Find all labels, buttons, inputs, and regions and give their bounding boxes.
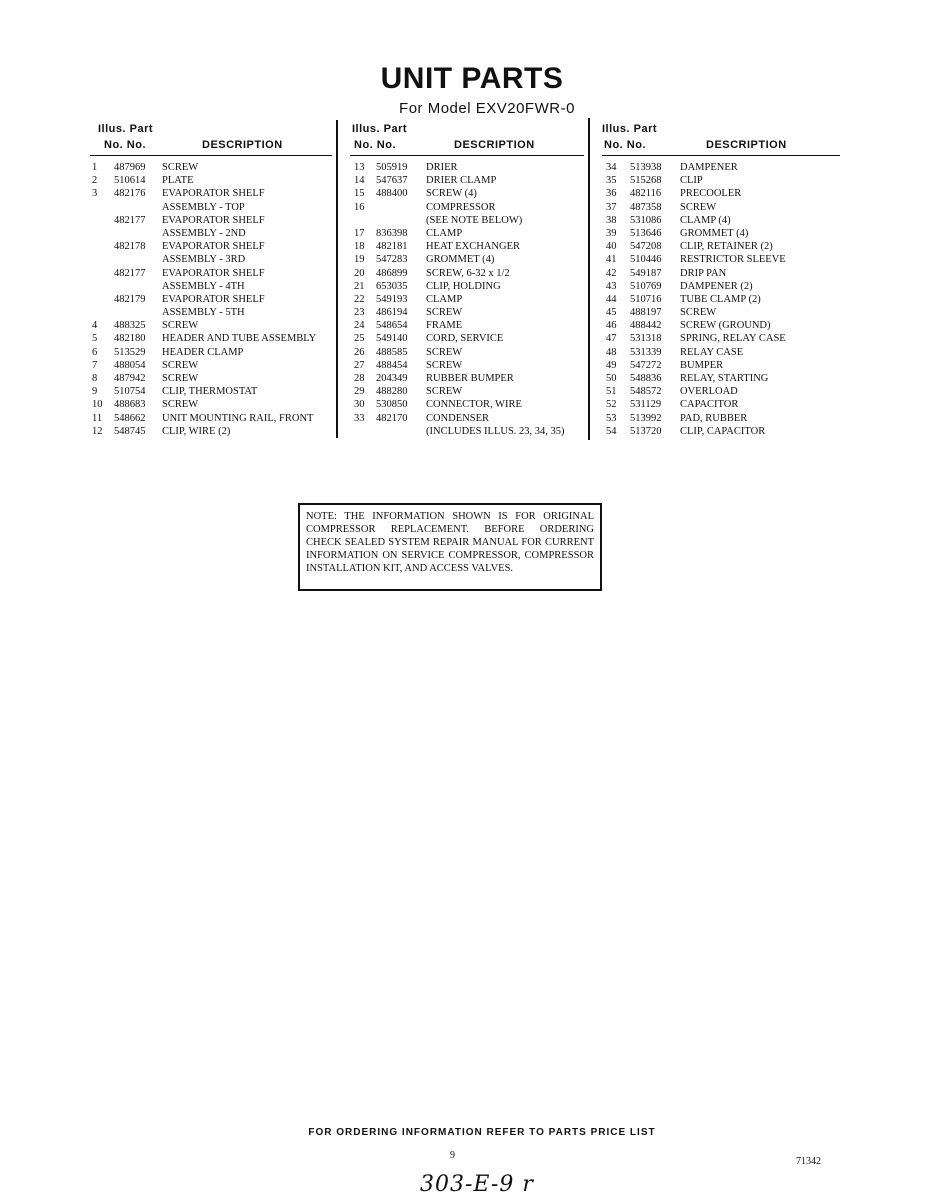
part-number: 482176 bbox=[114, 188, 146, 200]
illus-number: 8 bbox=[92, 373, 98, 384]
part-description: SCREW bbox=[426, 386, 463, 398]
part-description: DRIER bbox=[426, 162, 458, 173]
part-description: CLAMP (4) bbox=[680, 214, 731, 226]
column-divider-2 bbox=[588, 118, 590, 440]
part-description: SCREW, 6-32 x 1/2 bbox=[426, 267, 510, 279]
part-description: BUMPER bbox=[680, 359, 724, 371]
page-number: 9 bbox=[450, 1150, 455, 1161]
part-number: 531086 bbox=[630, 214, 662, 226]
illus-number: 33 bbox=[354, 412, 365, 424]
model-subtitle: For Model EXV20FWR-0 bbox=[399, 100, 575, 117]
part-number: 505919 bbox=[376, 162, 408, 173]
part-description: (INCLUDES ILLUS. 23, 34, 35) bbox=[426, 425, 565, 437]
part-number: 547272 bbox=[630, 359, 662, 371]
part-description: CAPACITOR bbox=[680, 399, 739, 411]
part-number: 548836 bbox=[630, 373, 662, 384]
part-description: RELAY CASE bbox=[680, 346, 744, 358]
part-description: CLIP, HOLDING bbox=[426, 280, 501, 292]
illus-number: 10 bbox=[92, 399, 103, 411]
part-description: SCREW bbox=[162, 162, 199, 173]
part-description: CONDENSER bbox=[426, 412, 490, 424]
part-number: 513646 bbox=[630, 227, 662, 239]
illus-number: 3 bbox=[92, 188, 98, 200]
part-number: 510446 bbox=[630, 254, 662, 266]
part-description: CLIP, THERMOSTAT bbox=[162, 386, 258, 398]
part-description: CLAMP bbox=[426, 293, 463, 305]
illus-number: 18 bbox=[354, 241, 365, 253]
document-code: 71342 bbox=[796, 1156, 821, 1167]
part-number: 513938 bbox=[630, 162, 662, 173]
part-description: DRIER CLAMP bbox=[426, 175, 497, 187]
illus-number: 39 bbox=[606, 227, 617, 239]
part-number: 549140 bbox=[376, 333, 408, 345]
part-description: ASSEMBLY - 4TH bbox=[162, 280, 245, 292]
illus-number: 5 bbox=[92, 333, 98, 345]
header-illus-part: Illus. Part bbox=[98, 123, 154, 135]
illus-number: 54 bbox=[606, 425, 617, 437]
part-description: PLATE bbox=[162, 175, 194, 187]
part-description: RESTRICTOR SLEEVE bbox=[680, 254, 786, 266]
illus-number: 2 bbox=[92, 175, 98, 187]
illus-number: 15 bbox=[354, 188, 365, 200]
part-number: 488325 bbox=[114, 320, 146, 332]
header-no-no: No. No. bbox=[354, 139, 396, 151]
part-number: 488454 bbox=[376, 359, 408, 371]
column-header bbox=[350, 121, 584, 157]
part-description: EVAPORATOR SHELF bbox=[162, 241, 265, 253]
illus-number: 36 bbox=[606, 188, 617, 200]
part-number: 488197 bbox=[630, 307, 662, 319]
header-no-no: No. No. bbox=[604, 139, 646, 151]
header-no-no: No. No. bbox=[104, 139, 146, 151]
part-number: 515268 bbox=[630, 175, 662, 187]
part-description: SCREW bbox=[162, 399, 199, 411]
part-description: EVAPORATOR SHELF bbox=[162, 267, 265, 279]
part-description: DRIP PAN bbox=[680, 267, 727, 279]
header-illus-part: Illus. Part bbox=[352, 123, 408, 135]
part-description: CLIP, WIRE (2) bbox=[162, 425, 231, 437]
part-number: 548572 bbox=[630, 386, 662, 398]
part-number: 510769 bbox=[630, 280, 662, 292]
part-description: OVERLOAD bbox=[680, 386, 738, 398]
part-number: 487969 bbox=[114, 162, 146, 173]
illus-number: 24 bbox=[354, 320, 365, 332]
part-number: 531129 bbox=[630, 399, 662, 411]
part-description: RELAY, STARTING bbox=[680, 373, 769, 384]
part-number: 482170 bbox=[376, 412, 408, 424]
part-description: SCREW bbox=[426, 307, 463, 319]
illus-number: 22 bbox=[354, 293, 365, 305]
illus-number: 45 bbox=[606, 307, 617, 319]
illus-number: 51 bbox=[606, 386, 617, 398]
illus-number: 34 bbox=[606, 162, 617, 173]
illus-number: 52 bbox=[606, 399, 617, 411]
part-description: CLIP bbox=[680, 175, 703, 187]
illus-number: 1 bbox=[92, 162, 98, 173]
part-number: 653035 bbox=[376, 280, 408, 292]
part-description: GROMMET (4) bbox=[680, 227, 749, 239]
illus-number: 50 bbox=[606, 373, 617, 384]
column-divider-1 bbox=[336, 120, 338, 438]
header-description: DESCRIPTION bbox=[706, 139, 787, 151]
part-description: GROMMET (4) bbox=[426, 254, 495, 266]
part-description: PAD, RUBBER bbox=[680, 412, 748, 424]
illus-number: 47 bbox=[606, 333, 617, 345]
part-description: ASSEMBLY - 3RD bbox=[162, 254, 246, 266]
illus-number: 26 bbox=[354, 346, 365, 358]
part-description: CONNECTOR, WIRE bbox=[426, 399, 522, 411]
part-description: TUBE CLAMP (2) bbox=[680, 293, 761, 305]
part-number: 836398 bbox=[376, 227, 408, 239]
part-number: 488585 bbox=[376, 346, 408, 358]
part-description: DAMPENER (2) bbox=[680, 280, 753, 292]
illus-number: 14 bbox=[354, 175, 365, 187]
part-description: SCREW bbox=[426, 359, 463, 371]
illus-number: 35 bbox=[606, 175, 617, 187]
part-number: 513529 bbox=[114, 346, 146, 358]
illus-number: 12 bbox=[92, 425, 103, 437]
illus-number: 28 bbox=[354, 373, 365, 384]
part-number: 513992 bbox=[630, 412, 662, 424]
illus-number: 30 bbox=[354, 399, 365, 411]
illus-number: 13 bbox=[354, 162, 365, 173]
part-description: SCREW bbox=[426, 346, 463, 358]
illus-number: 11 bbox=[92, 412, 103, 424]
part-number: 482116 bbox=[630, 188, 662, 200]
part-description: EVAPORATOR SHELF bbox=[162, 293, 265, 305]
illus-number: 29 bbox=[354, 386, 365, 398]
parts-column-1 bbox=[90, 121, 332, 437]
illus-number: 19 bbox=[354, 254, 365, 266]
part-number: 482181 bbox=[376, 241, 408, 253]
part-number: 548745 bbox=[114, 425, 146, 437]
part-description: HEADER CLAMP bbox=[162, 346, 244, 358]
column-header bbox=[602, 121, 842, 157]
part-description: HEAT EXCHANGER bbox=[426, 241, 521, 253]
part-description: SCREW bbox=[680, 307, 717, 319]
part-description: PRECOOLER bbox=[680, 188, 742, 200]
illus-number: 43 bbox=[606, 280, 617, 292]
part-number: 548654 bbox=[376, 320, 408, 332]
part-number: 510614 bbox=[114, 175, 146, 187]
parts-column-2 bbox=[350, 121, 584, 437]
parts-column-3 bbox=[602, 121, 842, 437]
part-description: CLAMP bbox=[426, 227, 463, 239]
part-number: 488280 bbox=[376, 386, 408, 398]
part-number: 482177 bbox=[114, 214, 146, 226]
illus-number: 40 bbox=[606, 241, 617, 253]
part-description: SPRING, RELAY CASE bbox=[680, 333, 786, 345]
part-description: (SEE NOTE BELOW) bbox=[426, 214, 523, 226]
illus-number: 16 bbox=[354, 201, 365, 213]
part-number: 531318 bbox=[630, 333, 662, 345]
illus-number: 9 bbox=[92, 386, 98, 398]
part-number: 486899 bbox=[376, 267, 408, 279]
part-description: CLIP, CAPACITOR bbox=[680, 425, 766, 437]
part-number: 482178 bbox=[114, 241, 146, 253]
illus-number: 46 bbox=[606, 320, 617, 332]
part-description: SCREW bbox=[162, 359, 199, 371]
part-description: SCREW bbox=[162, 320, 199, 332]
part-description: SCREW (4) bbox=[426, 188, 477, 200]
part-description: ASSEMBLY - 2ND bbox=[162, 227, 246, 239]
part-number: 548662 bbox=[114, 412, 146, 424]
header-rule bbox=[602, 155, 840, 156]
page-title: UNIT PARTS bbox=[380, 62, 564, 95]
illus-number: 42 bbox=[606, 267, 617, 279]
column-header bbox=[90, 121, 332, 157]
ordering-footer: FOR ORDERING INFORMATION REFER TO PARTS PRICE LIST bbox=[308, 1127, 656, 1138]
illus-number: 27 bbox=[354, 359, 365, 371]
illus-number: 17 bbox=[354, 227, 365, 239]
part-number: 488442 bbox=[630, 320, 662, 332]
part-number: 482180 bbox=[114, 333, 146, 345]
part-description: ASSEMBLY - TOP bbox=[162, 201, 245, 213]
part-number: 510716 bbox=[630, 293, 662, 305]
illus-number: 38 bbox=[606, 214, 617, 226]
part-description: CORD, SERVICE bbox=[426, 333, 504, 345]
part-number: 547637 bbox=[376, 175, 408, 187]
part-description: CLIP, RETAINER (2) bbox=[680, 241, 773, 253]
part-description: ASSEMBLY - 5TH bbox=[162, 307, 245, 319]
illus-number: 44 bbox=[606, 293, 617, 305]
part-number: 488054 bbox=[114, 359, 146, 371]
compressor-note: NOTE: THE INFORMATION SHOWN IS FOR ORIGINAL COMPRESSOR REPLACEMENT. BEFORE ORDERING CHECK SEALED SYSTEM REPAIR MANUAL FOR CURRENT INFORMATION ON SERVICE COMPRESSOR, COMPRESSOR INSTALLATION KIT, AND ACCESS VALVES. bbox=[298, 503, 602, 591]
part-number: 549187 bbox=[630, 267, 662, 279]
part-description: EVAPORATOR SHELF bbox=[162, 188, 265, 200]
part-number: 482177 bbox=[114, 267, 146, 279]
part-number: 510754 bbox=[114, 386, 146, 398]
illus-number: 49 bbox=[606, 359, 617, 371]
illus-number: 25 bbox=[354, 333, 365, 345]
part-description: UNIT MOUNTING RAIL, FRONT bbox=[162, 412, 314, 424]
part-number: 482179 bbox=[114, 293, 146, 305]
part-number: 487358 bbox=[630, 201, 662, 213]
header-description: DESCRIPTION bbox=[454, 139, 535, 151]
illus-number: 41 bbox=[606, 254, 617, 266]
header-rule bbox=[350, 155, 584, 156]
part-description: SCREW bbox=[680, 201, 717, 213]
part-number: 487942 bbox=[114, 373, 146, 384]
part-description: COMPRESSOR bbox=[426, 201, 496, 213]
part-description: HEADER AND TUBE ASSEMBLY bbox=[162, 333, 317, 345]
part-number: 547283 bbox=[376, 254, 408, 266]
illus-number: 48 bbox=[606, 346, 617, 358]
part-number: 488683 bbox=[114, 399, 146, 411]
illus-number: 7 bbox=[92, 359, 98, 371]
illus-number: 20 bbox=[354, 267, 365, 279]
illus-number: 21 bbox=[354, 280, 365, 292]
header-illus-part: Illus. Part bbox=[602, 123, 658, 135]
part-number: 547208 bbox=[630, 241, 662, 253]
part-description: EVAPORATOR SHELF bbox=[162, 214, 265, 226]
illus-number: 23 bbox=[354, 307, 365, 319]
illus-number: 53 bbox=[606, 412, 617, 424]
part-number: 513720 bbox=[630, 425, 662, 437]
handwritten-annotation: 303-E-9 r bbox=[420, 1172, 534, 1197]
part-description: SCREW (GROUND) bbox=[680, 320, 771, 332]
part-number: 204349 bbox=[376, 373, 408, 384]
illus-number: 4 bbox=[92, 320, 98, 332]
part-number: 486194 bbox=[376, 307, 408, 319]
part-description: FRAME bbox=[426, 320, 463, 332]
illus-number: 6 bbox=[92, 346, 98, 358]
part-description: DAMPENER bbox=[680, 162, 738, 173]
part-number: 549193 bbox=[376, 293, 408, 305]
illus-number: 37 bbox=[606, 201, 617, 213]
header-description: DESCRIPTION bbox=[202, 139, 283, 151]
part-description: SCREW bbox=[162, 373, 199, 384]
part-number: 488400 bbox=[376, 188, 408, 200]
part-number: 530850 bbox=[376, 399, 408, 411]
part-description: RUBBER BUMPER bbox=[426, 373, 514, 384]
header-rule bbox=[90, 155, 332, 156]
part-number: 531339 bbox=[630, 346, 662, 358]
